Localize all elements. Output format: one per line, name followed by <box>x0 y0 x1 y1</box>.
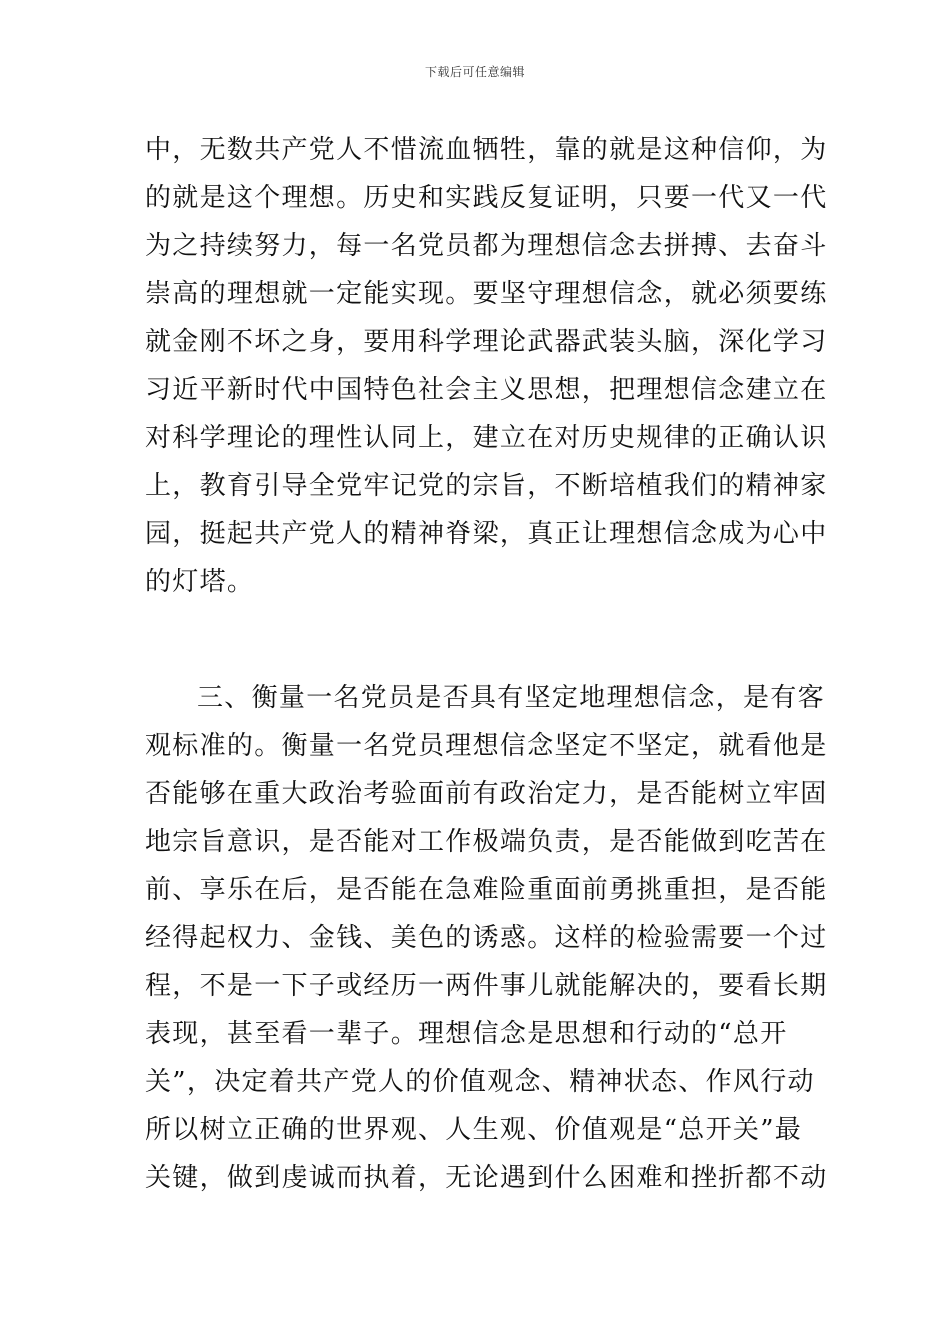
paragraph-line: 表现，甚至看一辈子。理想信念是思想和行动的“总开 <box>145 1019 788 1049</box>
paragraph-line: 为之持续努力，每一名党员都为理想信念去拼搏、去奋斗 <box>145 231 828 261</box>
paragraph-line: 的就是这个理想。历史和实践反复证明，只要一代又一代 <box>145 183 828 213</box>
page-header: 下载后可任意编辑 <box>424 65 525 79</box>
paragraph-line: 的灯塔。 <box>145 567 255 597</box>
paragraph-line: 程，不是一下子或经历一两件事儿就能解决的，要看长期 <box>145 971 828 1001</box>
paragraph-line: 经得起权力、金钱、美色的诱惑。这样的检验需要一个过 <box>145 923 828 953</box>
paragraph-line: 中，无数共产党人不惜流血牺牲，靠的就是这种信仰，为 <box>145 135 828 165</box>
paragraph-line: 前、享乐在后，是否能在急难险重面前勇挑重担，是否能 <box>145 875 828 905</box>
paragraph-line-first-indented: 三、衡量一名党员是否具有坚定地理想信念，是有客 <box>197 683 825 713</box>
paragraph-line: 否能够在重大政治考验面前有政治定力，是否能树立牢固 <box>145 779 828 809</box>
paragraph-line: 园，挺起共产党人的精神脊梁，真正让理想信念成为心中 <box>145 519 828 549</box>
paragraph-line: 习近平新时代中国特色社会主义思想，把理想信念建立在 <box>145 375 828 405</box>
paragraph-2 <box>145 674 828 1202</box>
paragraph-line: 关”，决定着共产党人的价值观念、精神状态、作风行动 <box>145 1067 815 1097</box>
paragraph-line: 所以树立正确的世界观、人生观、价值观是“总开关”最 <box>145 1115 803 1145</box>
paragraph-line: 关键，做到虔诚而执着，无论遇到什么困难和挫折都不动 <box>145 1163 828 1193</box>
paragraph-1 <box>145 126 828 606</box>
paragraph-line: 地宗旨意识，是否能对工作极端负责，是否能做到吃苦在 <box>145 827 828 857</box>
paragraph-line: 上，教育引导全党牢记党的宗旨，不断培植我们的精神家 <box>145 471 828 501</box>
paragraph-line: 崇高的理想就一定能实现。要坚守理想信念，就必须要练 <box>145 279 828 309</box>
paragraph-line: 就金刚不坏之身，要用科学理论武器武装头脑，深化学习 <box>145 327 828 357</box>
paragraph-line: 对科学理论的理性认同上，建立在对历史规律的正确认识 <box>145 423 828 453</box>
paragraph-line: 观标准的。衡量一名党员理想信念坚定不坚定，就看他是 <box>145 731 828 761</box>
